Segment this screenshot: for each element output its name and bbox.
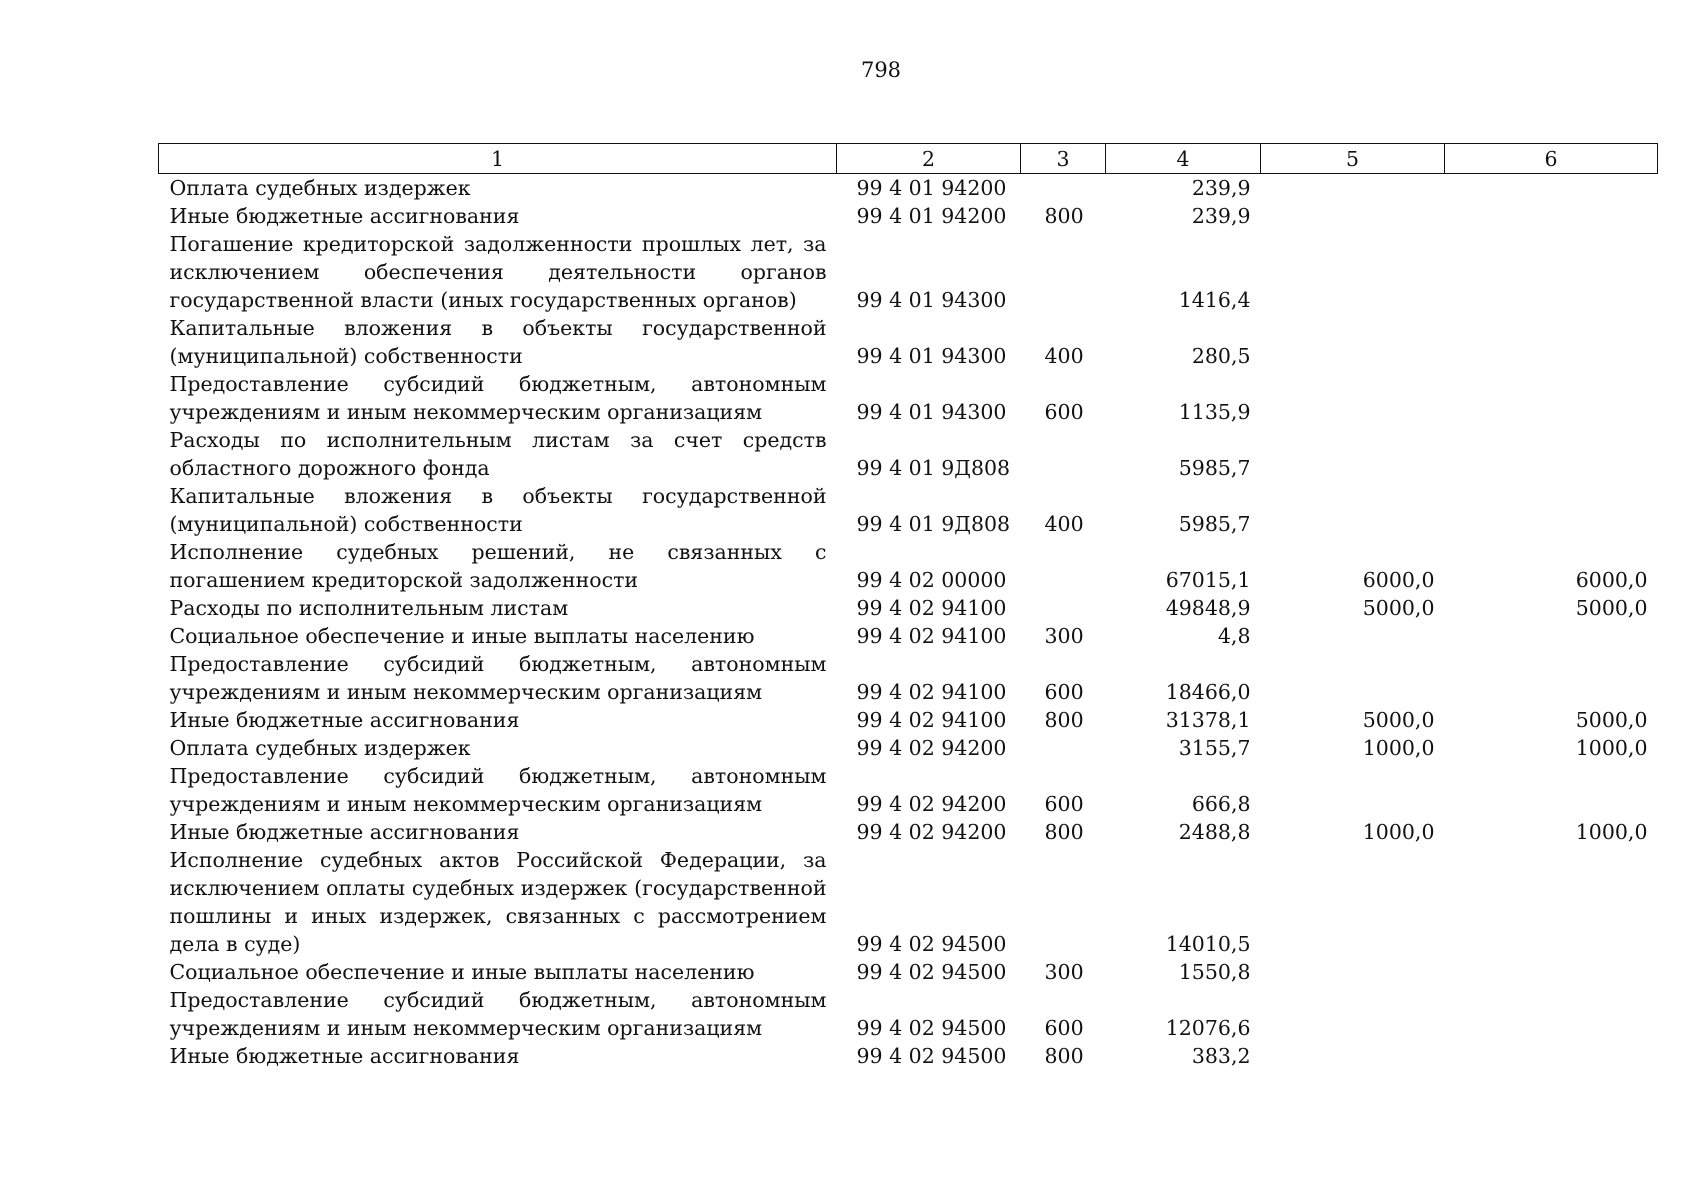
expense-type-cell <box>1021 538 1106 594</box>
amount-col4-cell: 666,8 <box>1191 792 1251 816</box>
amount-col4-cell: 383,2 <box>1191 1044 1251 1068</box>
expense-type-cell <box>1021 230 1106 314</box>
column-header-3: 3 <box>1021 144 1106 174</box>
table-row <box>159 734 1658 762</box>
expense-name-cell: Предоставление субсидий бюджетным, автономным учреждениям и иным некоммерческим организациям <box>169 764 827 816</box>
table-row <box>159 986 1658 1042</box>
amount-col4-cell: 1416,4 <box>1178 288 1251 312</box>
amount-col4-cell: 31378,1 <box>1165 708 1251 732</box>
amount-col6-cell: 6000,0 <box>1575 568 1648 592</box>
target-code-cell: 99 4 01 9Д808 <box>856 512 1011 536</box>
amount-col4-cell: 3155,7 <box>1178 736 1251 760</box>
amount-col6-cell <box>1445 426 1658 482</box>
expense-type-cell <box>1021 594 1106 622</box>
table-row <box>159 762 1658 818</box>
amount-col5-cell <box>1261 174 1445 203</box>
amount-col4-cell: 280,5 <box>1191 344 1251 368</box>
table-row <box>159 650 1658 706</box>
target-code-cell: 99 4 01 94200 <box>856 176 1007 200</box>
expense-name-cell: Капитальные вложения в объекты государственной (муниципальной) собственности <box>169 316 827 368</box>
amount-col5-cell <box>1261 846 1445 958</box>
amount-col4-cell: 49848,9 <box>1165 596 1251 620</box>
expense-type-cell: 600 <box>1044 792 1084 816</box>
amount-col6-cell: 5000,0 <box>1575 596 1648 620</box>
amount-col5-cell <box>1261 230 1445 314</box>
target-code-cell: 99 4 02 94500 <box>856 1016 1007 1040</box>
table-row <box>159 370 1658 426</box>
amount-col4-cell: 2488,8 <box>1178 820 1251 844</box>
amount-col6-cell: 5000,0 <box>1575 708 1648 732</box>
target-code-cell: 99 4 02 94100 <box>856 596 1007 620</box>
budget-table <box>158 143 1658 1070</box>
target-code-cell: 99 4 02 94200 <box>856 792 1007 816</box>
amount-col5-cell <box>1261 622 1445 650</box>
amount-col5-cell <box>1261 650 1445 706</box>
target-code-cell: 99 4 02 94500 <box>856 960 1007 984</box>
amount-col6-cell <box>1445 230 1658 314</box>
target-code-cell: 99 4 02 94500 <box>856 1044 1007 1068</box>
expense-name-cell: Оплата судебных издержек <box>169 176 471 200</box>
expense-type-cell: 300 <box>1044 960 1084 984</box>
amount-col4-cell: 14010,5 <box>1165 932 1251 956</box>
amount-col6-cell <box>1445 370 1658 426</box>
table-body <box>159 174 1658 1071</box>
page-number: 798 <box>860 58 902 82</box>
table-row <box>159 594 1658 622</box>
target-code-cell: 99 4 02 94100 <box>856 624 1007 648</box>
table-row <box>159 1042 1658 1070</box>
expense-type-cell: 800 <box>1044 708 1084 732</box>
amount-col5-cell: 1000,0 <box>1362 736 1435 760</box>
amount-col5-cell <box>1261 762 1445 818</box>
table-row <box>159 846 1658 958</box>
amount-col6-cell <box>1445 482 1658 538</box>
amount-col6-cell <box>1445 958 1658 986</box>
header-row <box>159 144 1658 174</box>
table-row <box>159 622 1658 650</box>
amount-col4-cell: 5985,7 <box>1178 512 1251 536</box>
expense-name-cell: Предоставление субсидий бюджетным, автономным учреждениям и иным некоммерческим организациям <box>169 652 827 704</box>
expense-type-cell: 300 <box>1044 624 1084 648</box>
expense-name-cell: Оплата судебных издержек <box>169 736 471 760</box>
expense-type-cell: 800 <box>1044 1044 1084 1068</box>
table-row <box>159 314 1658 370</box>
expense-name-cell: Иные бюджетные ассигнования <box>169 1044 520 1068</box>
amount-col4-cell: 1135,9 <box>1178 400 1251 424</box>
table-row <box>159 538 1658 594</box>
amount-col5-cell <box>1261 426 1445 482</box>
amount-col4-cell: 239,9 <box>1191 176 1251 200</box>
amount-col5-cell: 6000,0 <box>1362 568 1435 592</box>
column-header-1: 1 <box>159 144 837 174</box>
amount-col5-cell: 5000,0 <box>1362 708 1435 732</box>
target-code-cell: 99 4 02 00000 <box>856 568 1007 592</box>
expense-type-cell <box>1021 846 1106 958</box>
expense-name-cell: Исполнение судебных решений, не связанных с погашением кредиторской задолженности <box>169 540 827 592</box>
expense-name-cell: Предоставление субсидий бюджетным, автономным учреждениям и иным некоммерческим организациям <box>169 372 827 424</box>
amount-col4-cell: 12076,6 <box>1165 1016 1251 1040</box>
amount-col4-cell: 1550,8 <box>1178 960 1251 984</box>
amount-col6-cell <box>1445 762 1658 818</box>
column-header-5: 5 <box>1261 144 1445 174</box>
amount-col4-cell: 5985,7 <box>1178 456 1251 480</box>
target-code-cell: 99 4 01 94300 <box>856 400 1007 424</box>
table-row <box>159 174 1658 203</box>
expense-name-cell: Расходы по исполнительным листам за счет средств областного дорожного фонда <box>169 428 827 480</box>
amount-col5-cell <box>1261 958 1445 986</box>
target-code-cell: 99 4 01 94200 <box>856 204 1007 228</box>
target-code-cell: 99 4 02 94100 <box>856 680 1007 704</box>
target-code-cell: 99 4 02 94200 <box>856 820 1007 844</box>
target-code-cell: 99 4 02 94200 <box>856 736 1007 760</box>
amount-col5-cell <box>1261 986 1445 1042</box>
amount-col6-cell <box>1445 650 1658 706</box>
amount-col6-cell <box>1445 622 1658 650</box>
expense-type-cell: 600 <box>1044 1016 1084 1040</box>
amount-col5-cell <box>1261 314 1445 370</box>
expense-name-cell: Капитальные вложения в объекты государственной (муниципальной) собственности <box>169 484 827 536</box>
column-header-4: 4 <box>1106 144 1261 174</box>
column-header-2: 2 <box>837 144 1021 174</box>
table-row <box>159 202 1658 230</box>
target-code-cell: 99 4 01 9Д808 <box>856 456 1011 480</box>
expense-name-cell: Погашение кредиторской задолженности прошлых лет, за исключением обеспечения деятельности органов государственной власти (иных государственных органов) <box>169 232 827 312</box>
amount-col5-cell <box>1261 202 1445 230</box>
amount-col4-cell: 67015,1 <box>1165 568 1251 592</box>
table-row <box>159 230 1658 314</box>
amount-col5-cell <box>1261 370 1445 426</box>
expense-name-cell: Иные бюджетные ассигнования <box>169 820 520 844</box>
target-code-cell: 99 4 01 94300 <box>856 344 1007 368</box>
amount-col5-cell <box>1261 1042 1445 1070</box>
expense-type-cell: 600 <box>1044 400 1084 424</box>
amount-col4-cell: 18466,0 <box>1165 680 1251 704</box>
expense-type-cell <box>1021 734 1106 762</box>
amount-col6-cell <box>1445 846 1658 958</box>
expense-name-cell: Социальное обеспечение и иные выплаты населению <box>169 960 755 984</box>
target-code-cell: 99 4 02 94100 <box>856 708 1007 732</box>
expense-type-cell: 400 <box>1044 344 1084 368</box>
expense-type-cell: 800 <box>1044 204 1084 228</box>
amount-col5-cell: 5000,0 <box>1362 596 1435 620</box>
expense-type-cell: 600 <box>1044 680 1084 704</box>
table-row <box>159 426 1658 482</box>
amount-col4-cell: 239,9 <box>1191 204 1251 228</box>
amount-col6-cell: 1000,0 <box>1575 820 1648 844</box>
amount-col6-cell <box>1445 174 1658 203</box>
expense-type-cell: 400 <box>1044 512 1084 536</box>
expense-type-cell <box>1021 174 1106 203</box>
table-row <box>159 706 1658 734</box>
expense-name-cell: Иные бюджетные ассигнования <box>169 204 520 228</box>
table-row <box>159 818 1658 846</box>
table-row <box>159 958 1658 986</box>
table-row <box>159 482 1658 538</box>
amount-col6-cell: 1000,0 <box>1575 736 1648 760</box>
expense-type-cell <box>1021 426 1106 482</box>
table-header <box>159 144 1658 174</box>
amount-col4-cell: 4,8 <box>1217 624 1251 648</box>
expense-name-cell: Исполнение судебных актов Российской Федерации, за исключением оплаты судебных издержек (государственной пошлины и иных издержек, связанных с рассмотрением дела в суде) <box>169 848 827 956</box>
amount-col6-cell <box>1445 314 1658 370</box>
amount-col6-cell <box>1445 1042 1658 1070</box>
amount-col5-cell: 1000,0 <box>1362 820 1435 844</box>
expense-type-cell: 800 <box>1044 820 1084 844</box>
column-header-6: 6 <box>1445 144 1658 174</box>
amount-col6-cell <box>1445 986 1658 1042</box>
amount-col6-cell <box>1445 202 1658 230</box>
amount-col5-cell <box>1261 482 1445 538</box>
expense-name-cell: Социальное обеспечение и иные выплаты населению <box>169 624 755 648</box>
expense-name-cell: Расходы по исполнительным листам <box>169 596 569 620</box>
expense-name-cell: Иные бюджетные ассигнования <box>169 708 520 732</box>
expense-name-cell: Предоставление субсидий бюджетным, автономным учреждениям и иным некоммерческим организациям <box>169 988 827 1040</box>
target-code-cell: 99 4 02 94500 <box>856 932 1007 956</box>
target-code-cell: 99 4 01 94300 <box>856 288 1007 312</box>
